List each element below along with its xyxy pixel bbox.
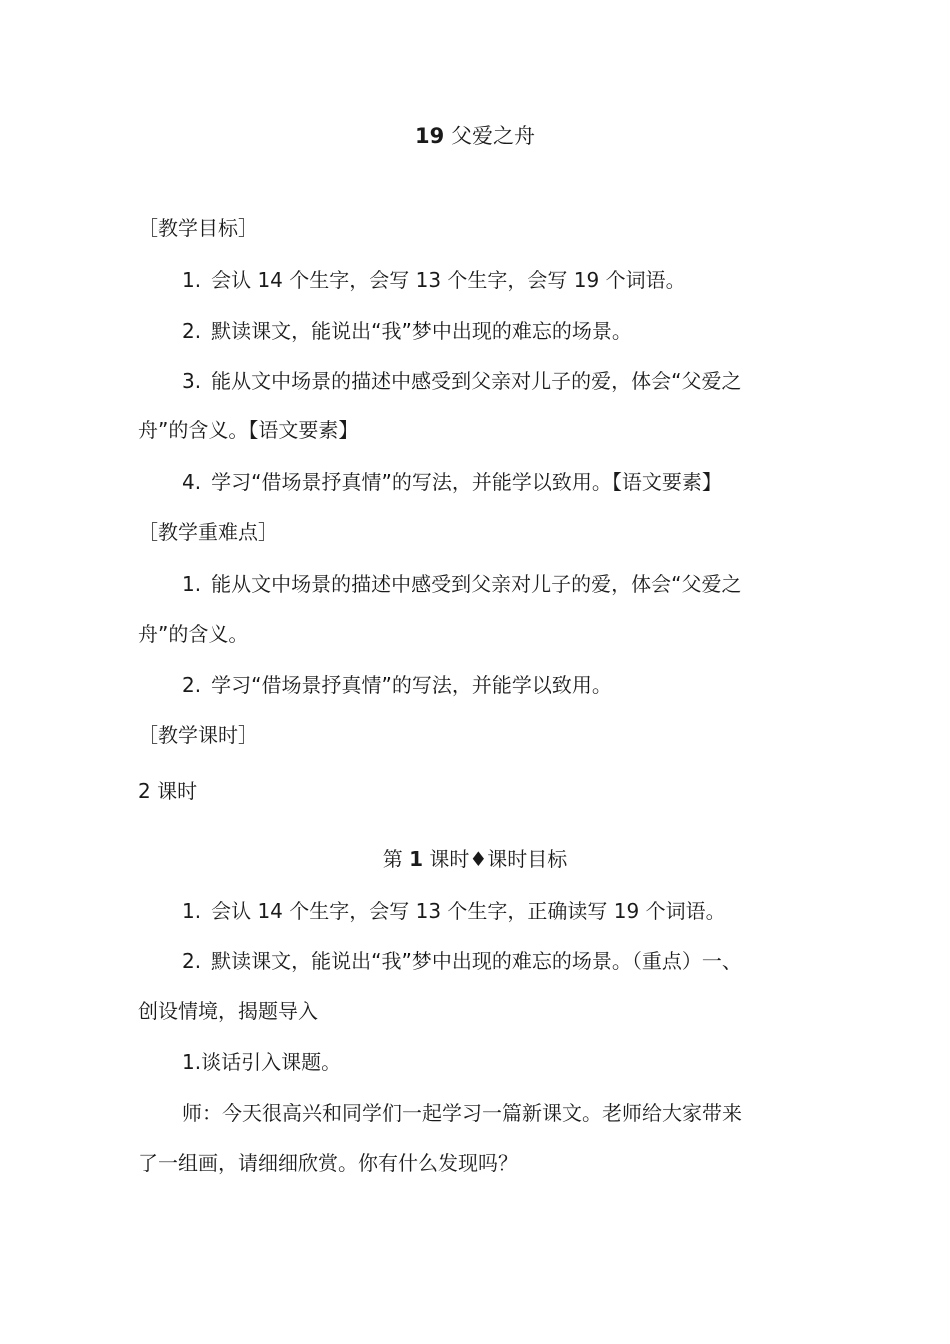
section-heading-key-points: ［教学重难点］ [138, 520, 278, 544]
lesson1-heading: 第 1 课时♦课时目标 [382, 847, 568, 871]
lesson1-goal-1: 1. 会认 14 个生字，会写 13 个生字，正确读写 19 个词语。 [182, 899, 726, 923]
lesson1-step-1: 1.谈话引入课题。 [182, 1050, 342, 1074]
key-point-1: 1. 能从文中场景的描述中感受到父亲对儿子的爱，体会“父爱之 [182, 572, 742, 596]
lesson1-goal-2: 2. 默读课文，能说出“我”梦中出现的难忘的场景。（重点）一、 [182, 949, 742, 973]
class-hours-value: 2 课时 [138, 779, 198, 803]
page-title [0, 122, 950, 150]
section-heading-hours: ［教学课时］ [138, 723, 258, 747]
goal-item-3: 3. 能从文中场景的描述中感受到父亲对儿子的爱，体会“父爱之 [182, 369, 742, 393]
title-number: 19 [415, 124, 445, 148]
key-point-1-continued: 舟”的含义。 [138, 622, 249, 646]
key-point-2: 2. 学习“借场景抒真情”的写法，并能学以致用。 [182, 673, 612, 697]
lesson1-goal-2-continued: 创设情境，揭题导入 [138, 999, 318, 1023]
goal-item-2: 2. 默读课文，能说出“我”梦中出现的难忘的场景。 [182, 319, 632, 343]
teacher-line-2: 了一组画，请细细欣赏。你有什么发现吗？ [138, 1151, 518, 1175]
goal-item-3-continued: 舟”的含义。【语文要素】 [138, 418, 359, 442]
section-heading-goals: ［教学目标］ [138, 216, 258, 240]
goal-item-4: 4. 学习“借场景抒真情”的写法，并能学以致用。【语文要素】 [182, 470, 722, 494]
goal-item-1: 1. 会认 14 个生字，会写 13 个生字，会写 19 个词语。 [182, 268, 686, 292]
title-text: 父爱之舟 [450, 124, 535, 148]
teacher-line-1: 师：今天很高兴和同学们一起学习一篇新课文。老师给大家带来 [182, 1101, 742, 1125]
